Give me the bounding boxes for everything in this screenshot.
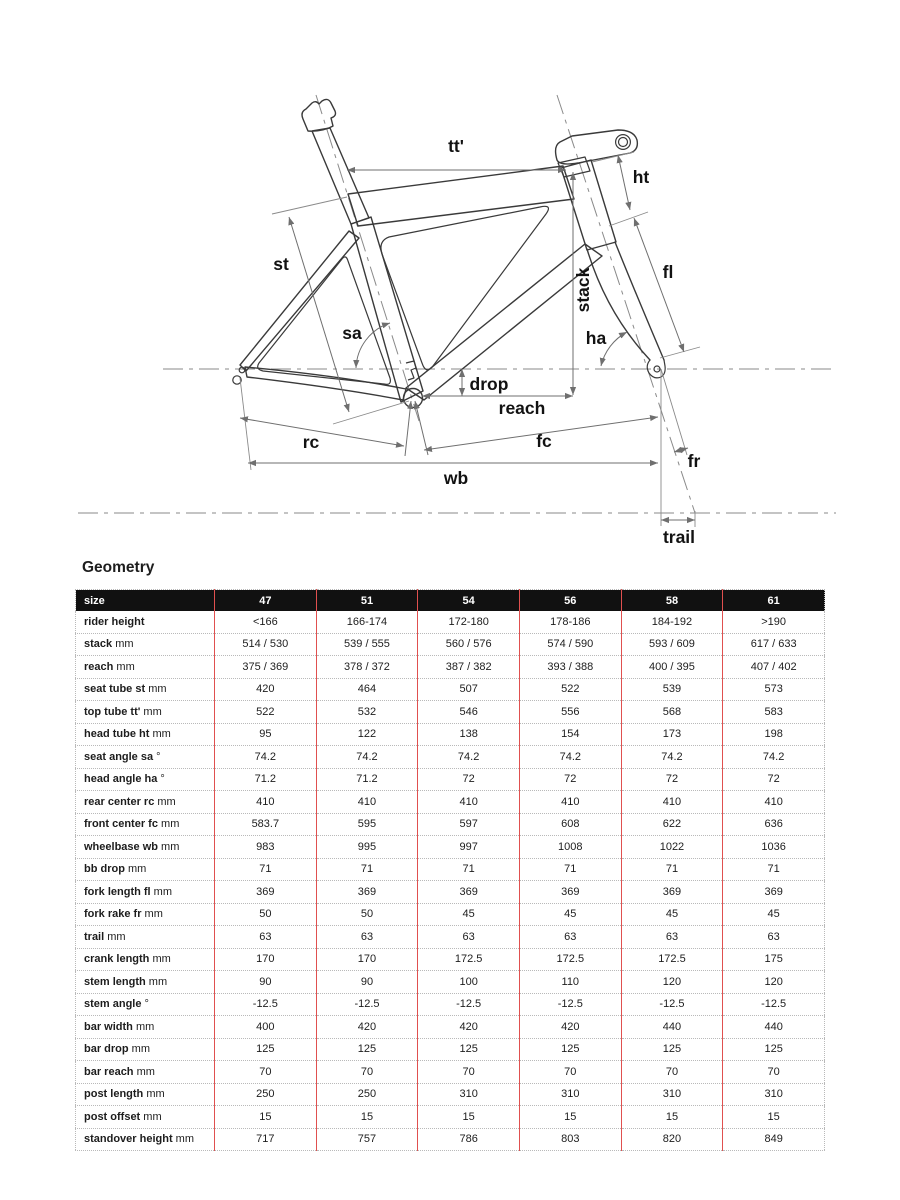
- table-row: [76, 678, 825, 701]
- row-unit: °: [157, 773, 165, 786]
- value-cell: 45: [723, 903, 825, 926]
- value-cell: 72: [519, 768, 621, 791]
- value-cell: -12.5: [316, 993, 418, 1016]
- row-label: post length mm: [76, 1083, 215, 1106]
- value-cell: 250: [316, 1083, 418, 1106]
- row-label: fork length fl mm: [76, 881, 215, 904]
- value-cell: 74.2: [621, 746, 723, 769]
- value-cell: 636: [723, 813, 825, 836]
- value-cell: 90: [316, 971, 418, 994]
- value-cell: 70: [215, 1061, 317, 1084]
- table-header-row: [76, 590, 825, 612]
- value-cell: 120: [723, 971, 825, 994]
- row-unit: mm: [128, 1043, 151, 1056]
- value-cell: 120: [621, 971, 723, 994]
- value-cell: 539 / 555: [316, 633, 418, 656]
- column-header-54: 54: [418, 590, 520, 612]
- value-cell: 420: [215, 678, 317, 701]
- value-cell: 100: [418, 971, 520, 994]
- value-cell: 70: [418, 1061, 520, 1084]
- stem-clamp-inner: [619, 138, 628, 147]
- label-ha: ha: [585, 328, 607, 348]
- value-cell: 71.2: [316, 768, 418, 791]
- row-label: crank length mm: [76, 948, 215, 971]
- value-cell: 464: [316, 678, 418, 701]
- row-unit: mm: [141, 908, 163, 921]
- value-cell: 407 / 402: [723, 656, 825, 679]
- value-cell: 369: [316, 881, 418, 904]
- value-cell: 369: [215, 881, 317, 904]
- value-cell: 50: [215, 903, 317, 926]
- table-title: Geometry: [82, 559, 155, 576]
- row-unit: mm: [149, 728, 171, 741]
- row-unit: mm: [150, 885, 172, 898]
- row-unit: mm: [104, 930, 126, 943]
- row-unit: mm: [157, 840, 180, 853]
- row-label: front center fc mm: [76, 813, 215, 836]
- row-label: wheelbase wb mm: [76, 836, 215, 859]
- table-row: [76, 881, 825, 904]
- row-label: bar drop mm: [76, 1038, 215, 1061]
- value-cell: 786: [418, 1128, 520, 1151]
- value-cell: 71: [519, 858, 621, 881]
- value-cell: 63: [621, 926, 723, 949]
- value-cell: 410: [418, 791, 520, 814]
- table-row: [76, 926, 825, 949]
- value-cell: 400 / 395: [621, 656, 723, 679]
- label-tt: tt': [448, 136, 464, 156]
- value-cell: 757: [316, 1128, 418, 1151]
- label-st: st: [273, 254, 289, 274]
- value-cell: 15: [316, 1106, 418, 1129]
- row-label: seat tube st mm: [76, 678, 215, 701]
- value-cell: 378 / 372: [316, 656, 418, 679]
- front-triangle-inner: [381, 206, 549, 370]
- value-cell: 983: [215, 836, 317, 859]
- value-cell: 63: [418, 926, 520, 949]
- row-label: head tube ht mm: [76, 723, 215, 746]
- value-cell: 72: [621, 768, 723, 791]
- value-cell: 595: [316, 813, 418, 836]
- row-unit: mm: [140, 1110, 162, 1123]
- value-cell: <166: [215, 611, 317, 633]
- row-unit: mm: [132, 1020, 155, 1033]
- value-cell: 71.2: [215, 768, 317, 791]
- table-row: [76, 1083, 825, 1106]
- row-label: stack mm: [76, 633, 215, 656]
- table-row: [76, 903, 825, 926]
- value-cell: 310: [418, 1083, 520, 1106]
- value-cell: 1008: [519, 836, 621, 859]
- value-cell: 375 / 369: [215, 656, 317, 679]
- column-header-58: 58: [621, 590, 723, 612]
- row-label: trail mm: [76, 926, 215, 949]
- row-label: bar width mm: [76, 1016, 215, 1039]
- row-label: fork rake fr mm: [76, 903, 215, 926]
- value-cell: 583: [723, 701, 825, 724]
- value-cell: 597: [418, 813, 520, 836]
- value-cell: 125: [418, 1038, 520, 1061]
- value-cell: 74.2: [418, 746, 520, 769]
- label-sa: sa: [342, 323, 362, 343]
- table-row: [76, 791, 825, 814]
- row-label: reach mm: [76, 656, 215, 679]
- table-row: [76, 971, 825, 994]
- stem-clamp-outer: [616, 135, 631, 150]
- value-cell: 198: [723, 723, 825, 746]
- table-row: [76, 1106, 825, 1129]
- value-cell: 63: [316, 926, 418, 949]
- row-label: head angle ha °: [76, 768, 215, 791]
- geometry-table: [75, 589, 825, 1151]
- value-cell: 1022: [621, 836, 723, 859]
- value-cell: 410: [316, 791, 418, 814]
- seat-axis-line: [316, 95, 419, 421]
- value-cell: -12.5: [418, 993, 520, 1016]
- value-cell: 70: [519, 1061, 621, 1084]
- value-cell: 70: [621, 1061, 723, 1084]
- row-unit: mm: [113, 660, 135, 673]
- value-cell: 410: [519, 791, 621, 814]
- value-cell: 420: [418, 1016, 520, 1039]
- row-label: rear center rc mm: [76, 791, 215, 814]
- column-header-61: 61: [723, 590, 825, 612]
- row-unit: °: [141, 998, 149, 1011]
- row-unit: mm: [133, 1065, 155, 1078]
- value-cell: 170: [316, 948, 418, 971]
- label-fc: fc: [536, 431, 552, 451]
- value-cell: 717: [215, 1128, 317, 1151]
- value-cell: 410: [215, 791, 317, 814]
- row-unit: mm: [172, 1133, 195, 1146]
- seat-post: [312, 128, 369, 224]
- value-cell: 393 / 388: [519, 656, 621, 679]
- value-cell: 420: [316, 1016, 418, 1039]
- dim-rc: [240, 418, 404, 446]
- value-cell: 532: [316, 701, 418, 724]
- row-unit: °: [153, 750, 161, 763]
- extension-lines: [240, 152, 700, 527]
- label-stack: stack: [573, 267, 593, 313]
- value-cell: 125: [723, 1038, 825, 1061]
- rear-triangle-inner: [258, 257, 391, 384]
- column-header-47: 47: [215, 590, 317, 612]
- head-tube: [561, 160, 616, 250]
- value-cell: 154: [519, 723, 621, 746]
- seat-tube-tab: [406, 361, 416, 380]
- label-drop: drop: [469, 374, 509, 394]
- value-cell: 310: [723, 1083, 825, 1106]
- table-row: [76, 1061, 825, 1084]
- value-cell: 166-174: [316, 611, 418, 633]
- label-trail: trail: [662, 527, 696, 547]
- table-row: [76, 836, 825, 859]
- value-cell: 175: [723, 948, 825, 971]
- column-header-size: size: [76, 590, 215, 612]
- table-row: [76, 993, 825, 1016]
- value-cell: 574 / 590: [519, 633, 621, 656]
- value-cell: 172-180: [418, 611, 520, 633]
- table-row: [76, 768, 825, 791]
- dim-ht: [618, 155, 630, 210]
- value-cell: -12.5: [215, 993, 317, 1016]
- rear-axle: [239, 367, 245, 373]
- value-cell: 539: [621, 678, 723, 701]
- table-row: [76, 633, 825, 656]
- value-cell: 400: [215, 1016, 317, 1039]
- value-cell: -12.5: [723, 993, 825, 1016]
- value-cell: 90: [215, 971, 317, 994]
- value-cell: 546: [418, 701, 520, 724]
- value-cell: 125: [215, 1038, 317, 1061]
- row-label: stem length mm: [76, 971, 215, 994]
- value-cell: 250: [215, 1083, 317, 1106]
- value-cell: 369: [519, 881, 621, 904]
- value-cell: 63: [519, 926, 621, 949]
- value-cell: 514 / 530: [215, 633, 317, 656]
- value-cell: 74.2: [316, 746, 418, 769]
- value-cell: 560 / 576: [418, 633, 520, 656]
- value-cell: 50: [316, 903, 418, 926]
- row-unit: mm: [145, 683, 167, 696]
- value-cell: 72: [723, 768, 825, 791]
- table-row: [76, 1038, 825, 1061]
- value-cell: 556: [519, 701, 621, 724]
- value-cell: 71: [215, 858, 317, 881]
- value-cell: 410: [621, 791, 723, 814]
- value-cell: 310: [519, 1083, 621, 1106]
- value-cell: 122: [316, 723, 418, 746]
- row-unit: mm: [143, 1088, 165, 1101]
- value-cell: 608: [519, 813, 621, 836]
- value-cell: 74.2: [215, 746, 317, 769]
- value-cell: 125: [519, 1038, 621, 1061]
- value-cell: 995: [316, 836, 418, 859]
- row-label: top tube tt' mm: [76, 701, 215, 724]
- row-label: seat angle sa °: [76, 746, 215, 769]
- value-cell: 583.7: [215, 813, 317, 836]
- value-cell: 95: [215, 723, 317, 746]
- value-cell: 849: [723, 1128, 825, 1151]
- value-cell: 178-186: [519, 611, 621, 633]
- diagram-labels: [273, 136, 700, 547]
- value-cell: 522: [215, 701, 317, 724]
- label-wb: wb: [443, 468, 469, 488]
- column-header-56: 56: [519, 590, 621, 612]
- value-cell: 387 / 382: [418, 656, 520, 679]
- value-cell: 71: [621, 858, 723, 881]
- value-cell: 617 / 633: [723, 633, 825, 656]
- value-cell: 172.5: [519, 948, 621, 971]
- value-cell: 15: [418, 1106, 520, 1129]
- value-cell: 820: [621, 1128, 723, 1151]
- value-cell: 45: [519, 903, 621, 926]
- value-cell: 170: [215, 948, 317, 971]
- value-cell: 74.2: [519, 746, 621, 769]
- value-cell: 63: [723, 926, 825, 949]
- value-cell: 45: [418, 903, 520, 926]
- value-cell: 507: [418, 678, 520, 701]
- value-cell: 173: [621, 723, 723, 746]
- value-cell: 593 / 609: [621, 633, 723, 656]
- value-cell: 70: [316, 1061, 418, 1084]
- row-label: stem angle °: [76, 993, 215, 1016]
- table-row: [76, 858, 825, 881]
- value-cell: -12.5: [519, 993, 621, 1016]
- label-ht: ht: [632, 167, 650, 187]
- row-label: post offset mm: [76, 1106, 215, 1129]
- value-cell: 440: [621, 1016, 723, 1039]
- value-cell: 410: [723, 791, 825, 814]
- value-cell: 184-192: [621, 611, 723, 633]
- value-cell: 15: [723, 1106, 825, 1129]
- label-fr: fr: [687, 451, 701, 471]
- value-cell: 310: [621, 1083, 723, 1106]
- table-row: [76, 656, 825, 679]
- value-cell: 172.5: [418, 948, 520, 971]
- value-cell: 71: [418, 858, 520, 881]
- value-cell: 622: [621, 813, 723, 836]
- value-cell: 15: [519, 1106, 621, 1129]
- value-cell: -12.5: [621, 993, 723, 1016]
- saddle-clamp: [302, 99, 336, 131]
- table-row: [76, 1128, 825, 1151]
- value-cell: 440: [723, 1016, 825, 1039]
- value-cell: 125: [621, 1038, 723, 1061]
- row-unit: mm: [124, 863, 147, 876]
- value-cell: 125: [316, 1038, 418, 1061]
- table-row: [76, 611, 825, 633]
- dimension-lines: [240, 155, 695, 520]
- value-cell: 63: [215, 926, 317, 949]
- row-label: bar reach mm: [76, 1061, 215, 1084]
- label-rc: rc: [302, 432, 320, 452]
- table-row: [76, 1016, 825, 1039]
- fork-front-edge: [615, 242, 664, 360]
- value-cell: >190: [723, 611, 825, 633]
- value-cell: 70: [723, 1061, 825, 1084]
- value-cell: 369: [723, 881, 825, 904]
- table-row: [76, 813, 825, 836]
- bottom-bracket: [404, 389, 423, 408]
- row-unit: mm: [140, 705, 162, 718]
- bike-geometry-diagram: [0, 0, 900, 560]
- value-cell: 72: [418, 768, 520, 791]
- value-cell: 110: [519, 971, 621, 994]
- row-unit: mm: [145, 975, 168, 988]
- row-label: rider height: [76, 611, 215, 633]
- value-cell: 522: [519, 678, 621, 701]
- top-tube: [348, 166, 574, 226]
- row-unit: mm: [157, 818, 180, 831]
- column-header-51: 51: [316, 590, 418, 612]
- value-cell: 71: [316, 858, 418, 881]
- row-unit: mm: [112, 638, 134, 651]
- row-label: standover height mm: [76, 1128, 215, 1151]
- dim-fl: [634, 218, 684, 352]
- value-cell: 172.5: [621, 948, 723, 971]
- value-cell: 138: [418, 723, 520, 746]
- value-cell: 997: [418, 836, 520, 859]
- value-cell: 369: [418, 881, 520, 904]
- table-row: [76, 948, 825, 971]
- table-row: [76, 701, 825, 724]
- value-cell: 15: [621, 1106, 723, 1129]
- label-reach: reach: [498, 398, 546, 418]
- row-label: bb drop mm: [76, 858, 215, 881]
- value-cell: 568: [621, 701, 723, 724]
- label-fl: fl: [662, 262, 674, 282]
- value-cell: 420: [519, 1016, 621, 1039]
- value-cell: 74.2: [723, 746, 825, 769]
- table-row: [76, 746, 825, 769]
- value-cell: 45: [621, 903, 723, 926]
- value-cell: 1036: [723, 836, 825, 859]
- row-unit: mm: [149, 953, 171, 966]
- value-cell: 803: [519, 1128, 621, 1151]
- value-cell: 573: [723, 678, 825, 701]
- table-row: [76, 723, 825, 746]
- value-cell: 71: [723, 858, 825, 881]
- value-cell: 15: [215, 1106, 317, 1129]
- value-cell: 369: [621, 881, 723, 904]
- row-unit: mm: [154, 795, 176, 808]
